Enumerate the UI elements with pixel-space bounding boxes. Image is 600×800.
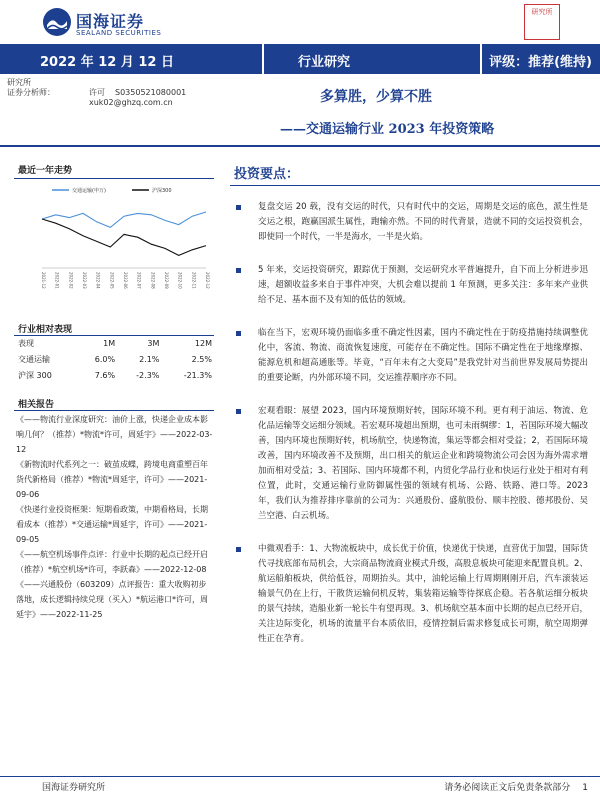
perf-cell: -2.3% (136, 370, 160, 380)
perf-row (16, 367, 214, 383)
x-tick-label: 2022-04 (95, 272, 101, 289)
logo-mark-icon (42, 7, 72, 37)
perf-cell: 7.6% (94, 370, 116, 380)
related-rule (14, 410, 214, 411)
series-line-index (42, 219, 206, 255)
trend-rule (14, 178, 214, 179)
related-report-link[interactable]: 《——兴通股份（603209）点评报告：重大收购初步落地，成长逻辑持续兑现（买入）*航运港口*许可，周延宇》——2022-11-25 (16, 580, 208, 619)
stamp-text: 研究所 (531, 8, 553, 16)
related-section-title: 相关报告 (18, 400, 55, 410)
legend-label-index: 沪深300 (152, 188, 172, 194)
x-tick-label: 2022-07 (136, 272, 142, 289)
x-tick-label: 2022-12 (205, 272, 210, 289)
perf-cell: 6.0% (94, 354, 116, 364)
key-point-item: 中微观看手：1、大物流板块中，成长优于价值，快递优于快递，直营优于加盟，国际货代寻找底部布局机会，大宗商品物流商业模式升级，高股息板块可能迎来配置良机。2、航运船舶板块，供给低谷，周期抬头。其中，油轮运输上行周期刚刚开启，汽车滚装运输景气仍在上行，干散货运输伺机反转，集装箱运输等待探底企稳。若各航运细分板块的景气持续，造船业新一轮长牛有望再现。3、机场航空基本面中长期的起点已经开启，关注边际变化，机场的流量平台本质依旧，疫情控制后需求修复成长可期，航空周期弹性正在孕育。 (236, 542, 588, 647)
x-tick-label: 2022-06 (123, 272, 128, 289)
x-tick-label: 2022-05 (109, 272, 115, 289)
key-points-rule (230, 185, 600, 186)
analyst-dept: 研究所 (7, 78, 31, 87)
perf-section-title: 行业相对表现 (18, 325, 73, 335)
analyst-email: xuk02@ghzq.com.cn (89, 98, 173, 107)
footer-disclaimer (444, 780, 588, 793)
perf-header-cell: 3M (147, 338, 160, 348)
analyst-role: 证券分析师： (7, 88, 55, 97)
perf-header-cell: 12M (194, 338, 212, 348)
report-category: 行业研究 (298, 55, 351, 70)
x-tick-label: 2022-03 (82, 272, 87, 289)
footer-rule (0, 776, 600, 777)
company-logo (42, 7, 192, 41)
perf-header-cell: 表现 (18, 338, 34, 348)
x-tick-label: 2022-11 (191, 272, 197, 289)
x-tick-label: 2022-08 (150, 272, 156, 289)
performance-table (16, 335, 216, 383)
trend-chart (14, 180, 214, 295)
seal-stamp (524, 4, 560, 40)
related-report-link[interactable]: 《新物流时代系列之一：破茧成蝶，跨境电商重塑百年货代新格局（推荐）*物流*周延宇，许可》——2021-09-06 (16, 460, 208, 499)
logo-text-cn: 国海证券 (76, 12, 145, 31)
footer-disclaimer-text: 请务必阅读正文后免责条款部分 (444, 783, 571, 793)
key-point-item: 临在当下，宏观环境仍面临多重不确定性因素，国内不确定性在于防疫措施持续调整优化中，客流、物流、商流恢复速度，可能存在不确定性。国际不确定性在于地缘摩擦、能源危机和超高通胀等。毕竟，“百年未有之大变局”是我党针对当前世界发展局势提出的重要论断，内外部环境不同，交运推荐顺序亦不同。 (236, 326, 588, 386)
key-points-title: 投资要点： (234, 167, 300, 182)
report-banner (0, 44, 600, 74)
report-date: 2022 年 12 月 12 日 (40, 55, 174, 70)
report-subtitle: ——交通运输行业 2023 年投资策略 (280, 122, 495, 137)
x-tick-label: 2022-01 (54, 272, 60, 289)
key-point-item: 复盘交运 20 载，没有交运的时代，只有时代中的交运，周期是交运的底色，派生性是交运之根，跑赢国派生属性，跑输亦然。不同的时代背景，造就不同的交运投资机会，即使同一个时代，一半是海水，一半是火焰。 (236, 200, 588, 245)
perf-cell: 2.5% (191, 354, 212, 364)
related-report-link[interactable]: 《快递行业投资框架：短期看政策，中期看格局，长期看成本（推荐）*交通运输*周延宇，许可》——2021-09-05 (16, 505, 208, 544)
perf-row (16, 351, 214, 367)
perf-cell: 交通运输 (18, 354, 50, 364)
header-rule (0, 145, 600, 147)
key-points-list (236, 200, 588, 647)
report-rating: 评级：推荐(维持) (489, 55, 592, 70)
legend-label-industry: 交通运输(申万) (72, 188, 106, 194)
key-point-item: 宏观看眼：展望 2023，国内环境预期好转，国际环境不利。更有利于油运、物流、危化品运输等交运细分领域。若宏观环境超出预期，也可未雨绸缪：1，若国际环境大幅改善，国内环境也预期好转，机场航空，快递物流，集运等都会相对受益；2，若国际环境改善，国内环境改善不及预期，出口相关的航运企业和跨境物流公司会因为海外需求增加而相对受益；3、若国际、国内环境都不利，内贸化学品行业和快运行业处于相对有利位置，此时，交通运输行业防御属性强的领域有机场、公路、铁路、港口等。2023 年，我们认为推荐排序靠前的公司为：兴通股份、盛航股份、顺丰控股、德邦股份、吴兰空港、白云机场。 (236, 404, 588, 524)
x-tick-label: 2022-09 (164, 272, 169, 289)
report-title: 多算胜，少算不胜 (320, 89, 432, 105)
page-number: 1 (582, 783, 588, 793)
related-report-link[interactable]: 《——航空机场事件点评：行业中长期的起点已经开启（推荐）*航空机场*许可，李跃森》——2022-12-08 (16, 550, 208, 574)
related-reports-list (16, 412, 214, 622)
perf-header-cell: 1M (103, 338, 116, 348)
analyst-license-no: S0350521080001 (115, 88, 187, 97)
analyst-license-label: 许可 (89, 88, 105, 97)
banner-divider (480, 44, 482, 74)
logo-text-en: SEALAND SECURITIES (76, 29, 162, 37)
analyst-info (7, 78, 186, 108)
trend-section-title: 最近一年走势 (18, 166, 73, 176)
x-tick-label: 2022-10 (177, 272, 183, 289)
related-report-link[interactable]: 《——物流行业深度研究：油价上涨，快递企业成本影响几何？（推荐）*物流*许可，周延宇》——2022-03-12 (16, 415, 213, 454)
x-tick-label: 2022-02 (68, 272, 74, 289)
perf-cell: 沪深 300 (18, 370, 52, 380)
perf-cell: -21.3% (183, 370, 212, 380)
key-point-item: 5 年来，交运投资研究，跟踪优于预测，交运研究水平普遍提升，自下而上分析进步迅速，超额收益多来自于事件冲突，大机会难以提前 1 年预测，更多关注：多年来产业供给不足、基本面不及有知的低估的领域。 (236, 263, 588, 308)
x-tick-label: 2021-12 (41, 272, 46, 289)
series-line-industry (42, 212, 206, 227)
perf-cell: 2.1% (139, 354, 160, 364)
footer-org: 国海证券研究所 (42, 783, 106, 793)
banner-divider (262, 44, 264, 74)
perf-header-row (16, 335, 214, 351)
